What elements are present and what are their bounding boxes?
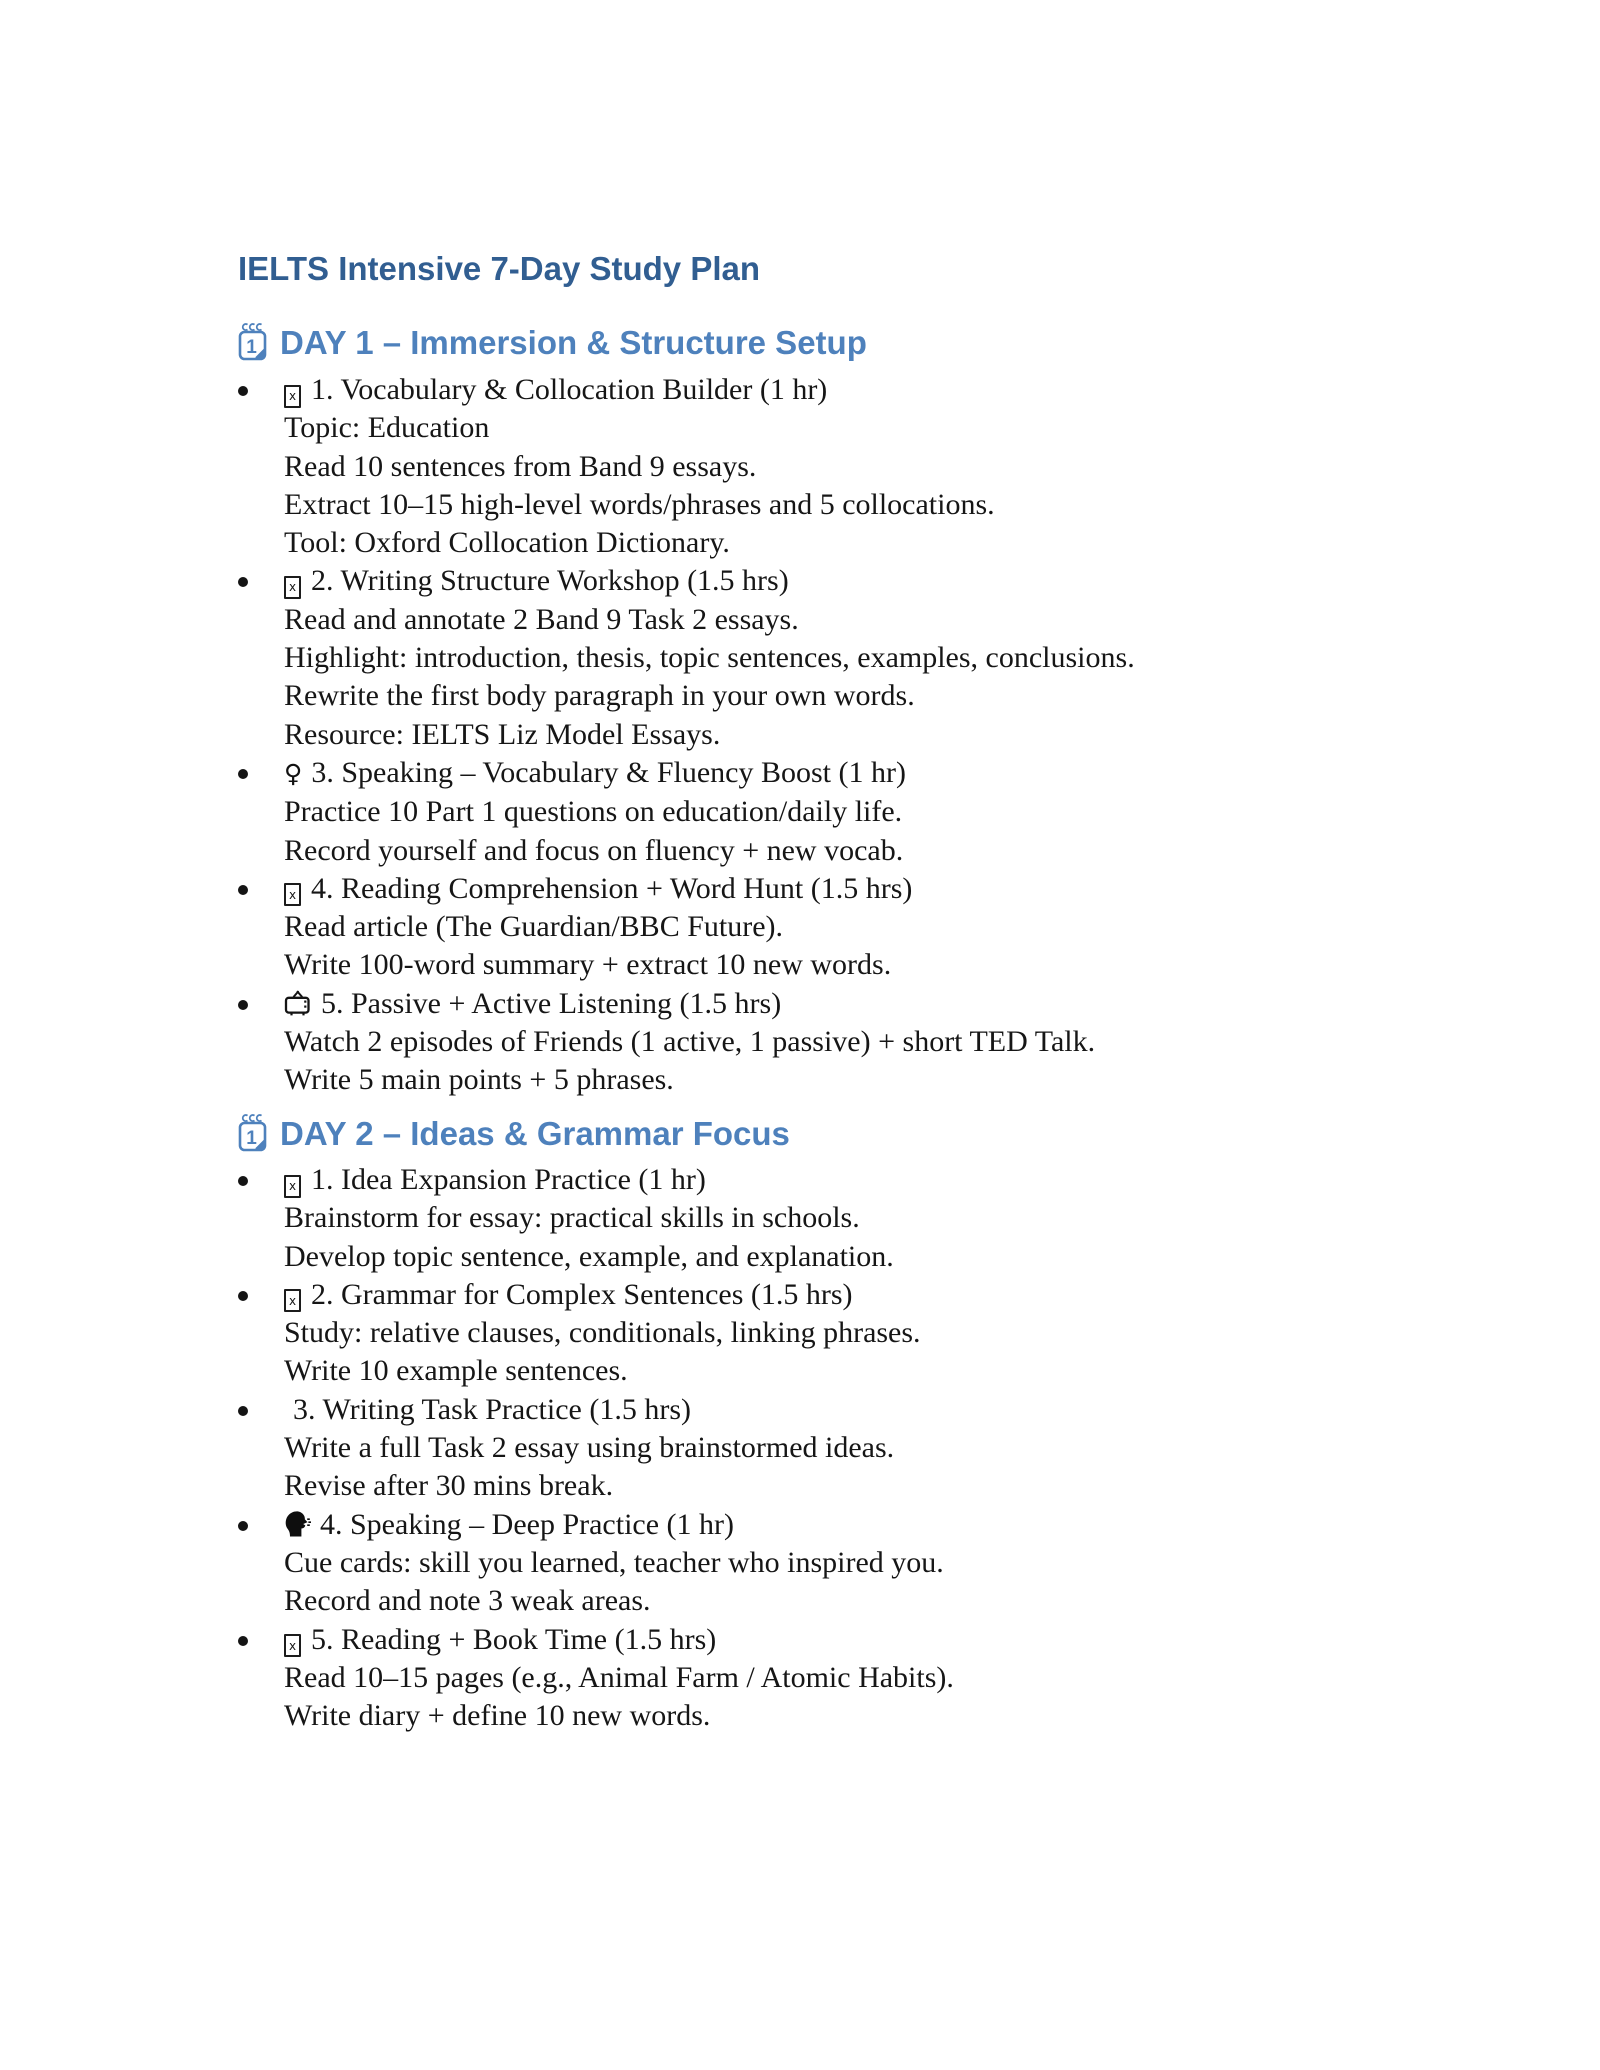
female-sign-icon: ♀: [284, 758, 303, 788]
day-1-task-list: [236, 371, 1386, 1100]
task-detail: Study: relative clauses, conditionals, linking phrases.: [284, 1316, 921, 1350]
bullet-marker: [238, 1636, 248, 1646]
task-item: [236, 1391, 1386, 1506]
task-detail: Write diary + define 10 new words.: [284, 1699, 711, 1733]
task-item: [236, 1276, 1386, 1391]
day-1-heading-text: DAY 1 – Immersion & Structure Setup: [280, 323, 867, 361]
task-item: [236, 1161, 1386, 1276]
task-title: 4. Speaking – Deep Practice (1 hr): [320, 1507, 735, 1541]
task-detail: Cue cards: skill you learned, teacher who inspired you.: [284, 1545, 944, 1579]
task-item: [236, 1506, 1386, 1621]
day-1-heading: [236, 323, 867, 361]
bullet-marker: [238, 1521, 248, 1531]
task-item: [236, 870, 1386, 985]
task-detail: Read article (The Guardian/BBC Future).: [284, 910, 784, 944]
day-2-task-list: [236, 1161, 1386, 1735]
task-detail: Practice 10 Part 1 questions on education/daily life.: [284, 795, 903, 829]
bullet-marker: [238, 1176, 248, 1186]
task-detail: Topic: Education: [284, 411, 490, 445]
task-title: 1. Vocabulary & Collocation Builder (1 hr): [311, 373, 828, 406]
spiral-calendar-icon: [236, 323, 269, 361]
day-2-heading-text: DAY 2 – Ideas & Grammar Focus: [280, 1114, 790, 1152]
task-detail: Highlight: introduction, thesis, topic sentences, examples, conclusions.: [284, 641, 1135, 675]
task-detail: Revise after 30 mins break.: [284, 1469, 614, 1503]
task-item: [236, 562, 1386, 753]
task-detail: Develop topic sentence, example, and explanation.: [284, 1239, 894, 1273]
task-detail: Write 100-word summary + extract 10 new words.: [284, 948, 892, 982]
task-title: 2. Writing Structure Workshop (1.5 hrs): [311, 564, 789, 598]
task-detail: Rewrite the first body paragraph in your own words.: [284, 679, 915, 713]
task-detail: Write 5 main points + 5 phrases.: [284, 1063, 674, 1097]
task-detail: Write a full Task 2 essay using brainstormed ideas.: [284, 1431, 895, 1465]
task-title: 3. Speaking – Vocabulary & Fluency Boost (1 hr): [311, 755, 906, 789]
bullet-marker: [238, 1291, 248, 1301]
tv-icon: [284, 990, 312, 1016]
task-item: [236, 754, 1386, 870]
bullet-marker: [238, 577, 248, 587]
task-title: 5. Passive + Active Listening (1.5 hrs): [321, 986, 782, 1020]
task-detail: Record yourself and focus on fluency + new vocab.: [284, 833, 904, 867]
task-title: 3. Writing Task Practice (1.5 hrs): [293, 1392, 691, 1426]
task-title: 4. Reading Comprehension + Word Hunt (1.5 hrs): [311, 871, 913, 905]
task-detail: Tool: Oxford Collocation Dictionary.: [284, 526, 730, 560]
task-detail: Record and note 3 weak areas.: [284, 1584, 651, 1618]
task-detail: Write 10 example sentences.: [284, 1354, 628, 1388]
task-title: 1. Idea Expansion Practice (1 hr): [311, 1163, 706, 1196]
task-title: 2. Grammar for Complex Sentences (1.5 hrs): [311, 1277, 853, 1311]
page-title: IELTS Intensive 7-Day Study Plan: [238, 250, 761, 287]
missing-glyph-icon: x: [284, 1289, 301, 1312]
task-title: 5. Reading + Book Time (1.5 hrs): [311, 1622, 717, 1656]
missing-glyph-icon: x: [284, 576, 301, 599]
missing-glyph-icon: x: [284, 385, 301, 408]
speaking-head-icon: [284, 1509, 311, 1537]
task-detail: Read 10 sentences from Band 9 essays.: [284, 449, 757, 483]
bullet-marker: [238, 885, 248, 895]
missing-glyph-icon: x: [284, 1175, 301, 1198]
bullet-marker: [238, 386, 248, 396]
task-detail: Brainstorm for essay: practical skills in schools.: [284, 1201, 860, 1235]
missing-glyph-icon: x: [284, 1634, 301, 1657]
missing-glyph-icon: x: [284, 883, 301, 906]
task-detail: Read 10–15 pages (e.g., Animal Farm / Atomic Habits).: [284, 1660, 954, 1694]
task-detail: Watch 2 episodes of Friends (1 active, 1 passive) + short TED Talk.: [284, 1025, 1096, 1059]
bullet-marker: [238, 1000, 248, 1010]
task-item: [236, 1621, 1386, 1736]
task-detail: Extract 10–15 high-level words/phrases and 5 collocations.: [284, 487, 995, 521]
spiral-calendar-icon: [236, 1114, 269, 1152]
task-detail: Read and annotate 2 Band 9 Task 2 essays.: [284, 602, 799, 636]
bullet-marker: [238, 769, 248, 779]
bullet-marker: [238, 1406, 248, 1416]
task-item: [236, 371, 1386, 562]
task-item: [236, 985, 1386, 1100]
task-detail: Resource: IELTS Liz Model Essays.: [284, 717, 721, 751]
day-2-heading: [236, 1114, 790, 1152]
